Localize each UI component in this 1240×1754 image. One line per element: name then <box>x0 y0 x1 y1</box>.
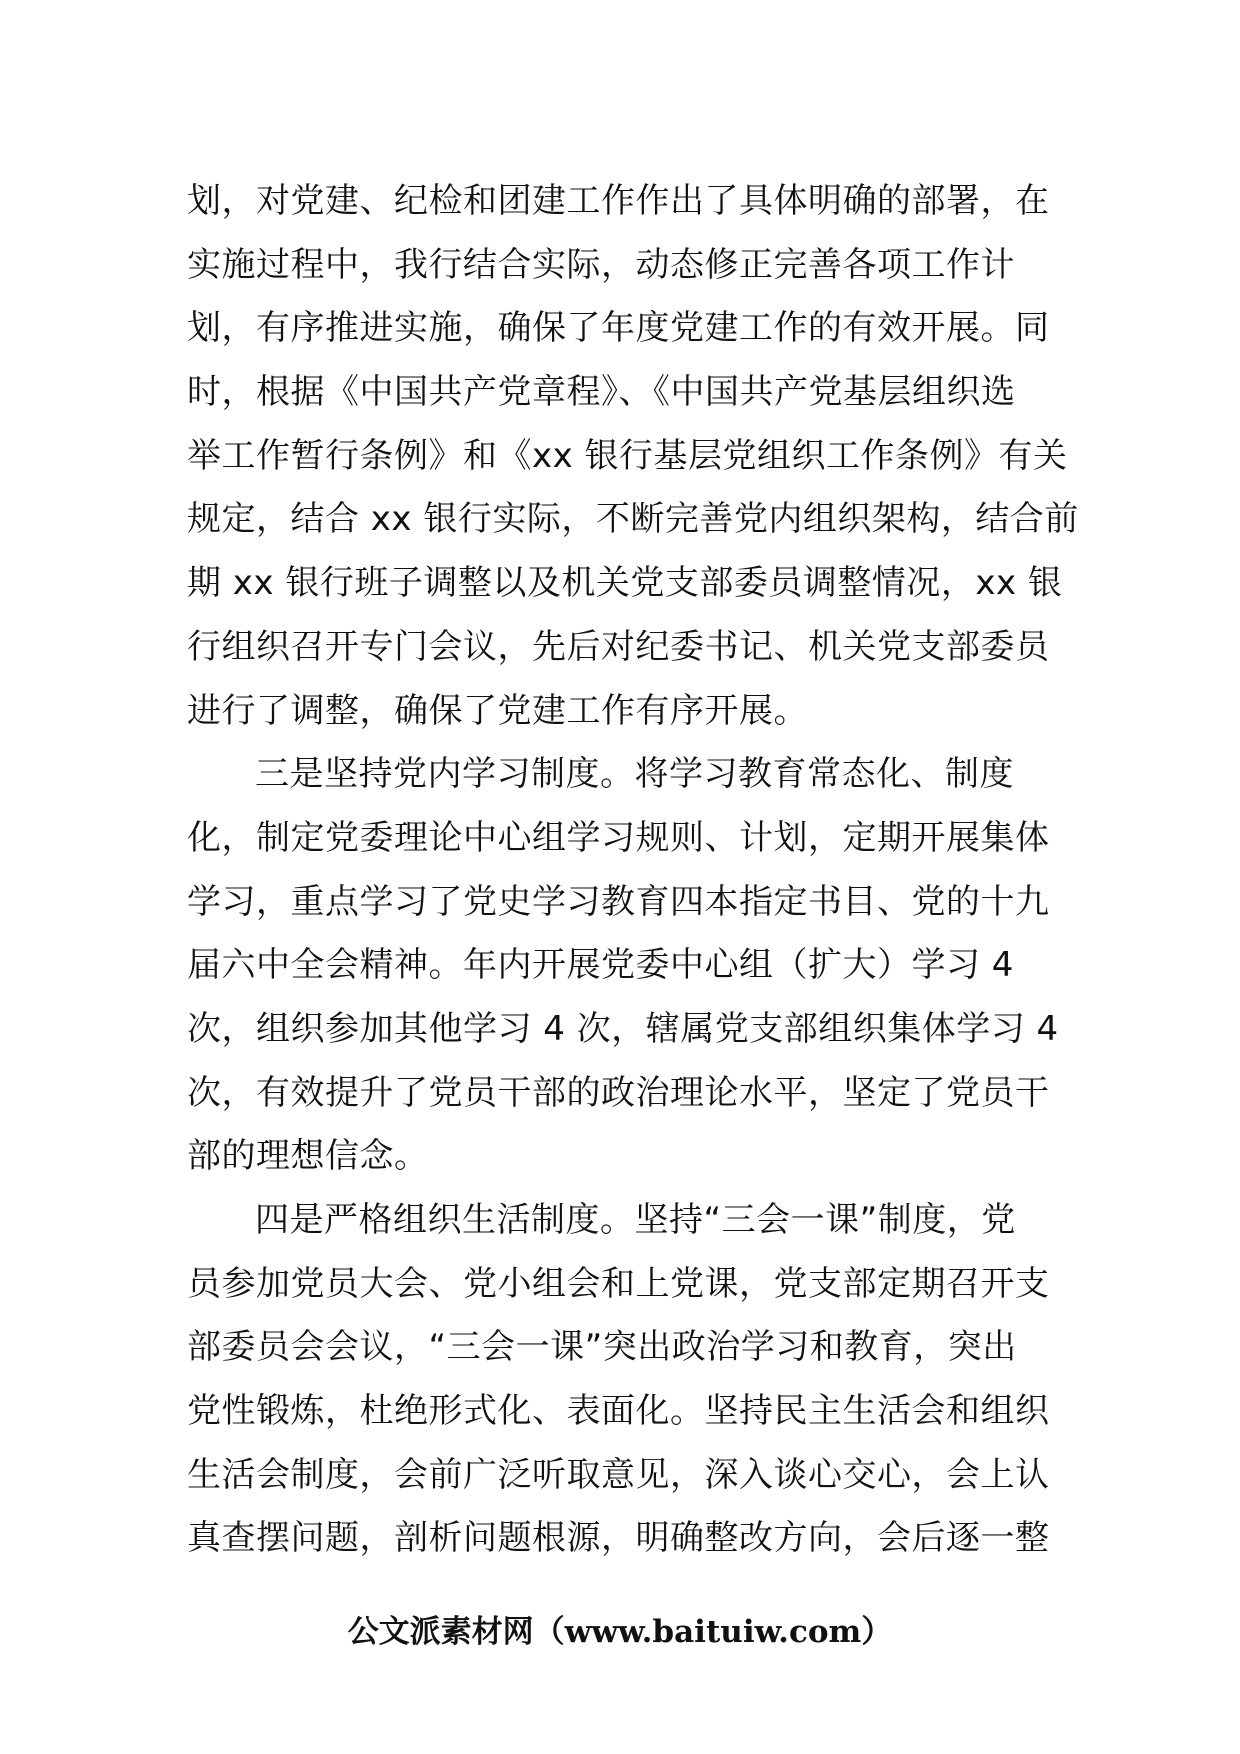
paragraph-start-line: 四是严格组织生活制度。坚持“三会一课”制度，党 <box>255 1200 1016 1240</box>
text-line: 实施过程中，我行结合实际，动态修正完善各项工作计 <box>187 244 1015 285</box>
page-footer-watermark: 公文派素材网（www.baituiw.com） <box>347 1614 893 1650</box>
paragraph-start-line: 三是坚持党内学习制度。将学习教育常态化、制度 <box>255 754 1014 795</box>
text-line: 次，组织参加其他学习 4 次，辖属党支部组织集体学习 4 <box>187 1008 1059 1049</box>
text-line: 真查摆问题，剖析问题根源，明确整改方向，会后逐一整 <box>187 1518 1050 1559</box>
text-line: 期 xx 银行班子调整以及机关党支部委员调整情况，xx 银 <box>187 563 1063 604</box>
text-line: 学习，重点学习了党史学习教育四本指定书目、党的十九 <box>187 881 1050 922</box>
text-line: 部委员会会议，“三会一课”突出政治学习和教育，突出 <box>187 1327 1017 1368</box>
text-line: 举工作暂行条例》和《xx 银行基层党组织工作条例》有关 <box>187 435 1068 476</box>
text-line: 生活会制度，会前广泛听取意见，深入谈心交心，会上认 <box>187 1454 1050 1495</box>
text-line: 规定，结合 xx 银行实际，不断完善党内组织架构，结合前 <box>187 499 1079 540</box>
text-line: 划，对党建、纪检和团建工作作出了具体明确的部署，在 <box>187 181 1050 221</box>
text-line: 进行了调整，确保了党建工作有序开展。 <box>187 690 808 731</box>
body-text <box>187 170 1079 1571</box>
text-line: 党性锻炼，杜绝形式化、表面化。坚持民主生活会和组织 <box>187 1391 1050 1432</box>
text-line: 行组织召开专门会议，先后对纪委书记、机关党支部委员 <box>187 626 1050 667</box>
text-line: 部的理想信念。 <box>187 1136 429 1177</box>
text-line: 届六中全会精神。年内开展党委中心组（扩大）学习 4 <box>187 945 1014 986</box>
text-line: 划，有序推进实施，确保了年度党建工作的有效开展。同 <box>187 308 1050 349</box>
text-line: 次，有效提升了党员干部的政治理论水平，坚定了党员干 <box>187 1072 1050 1113</box>
text-line: 员参加党员大会、党小组会和上党课，党支部定期召开支 <box>187 1263 1050 1304</box>
text-line: 时，根据《中国共产党章程》、《中国共产党基层组织选 <box>187 372 1016 413</box>
text-line: 化，制定党委理论中心组学习规则、计划，定期开展集体 <box>187 817 1050 858</box>
